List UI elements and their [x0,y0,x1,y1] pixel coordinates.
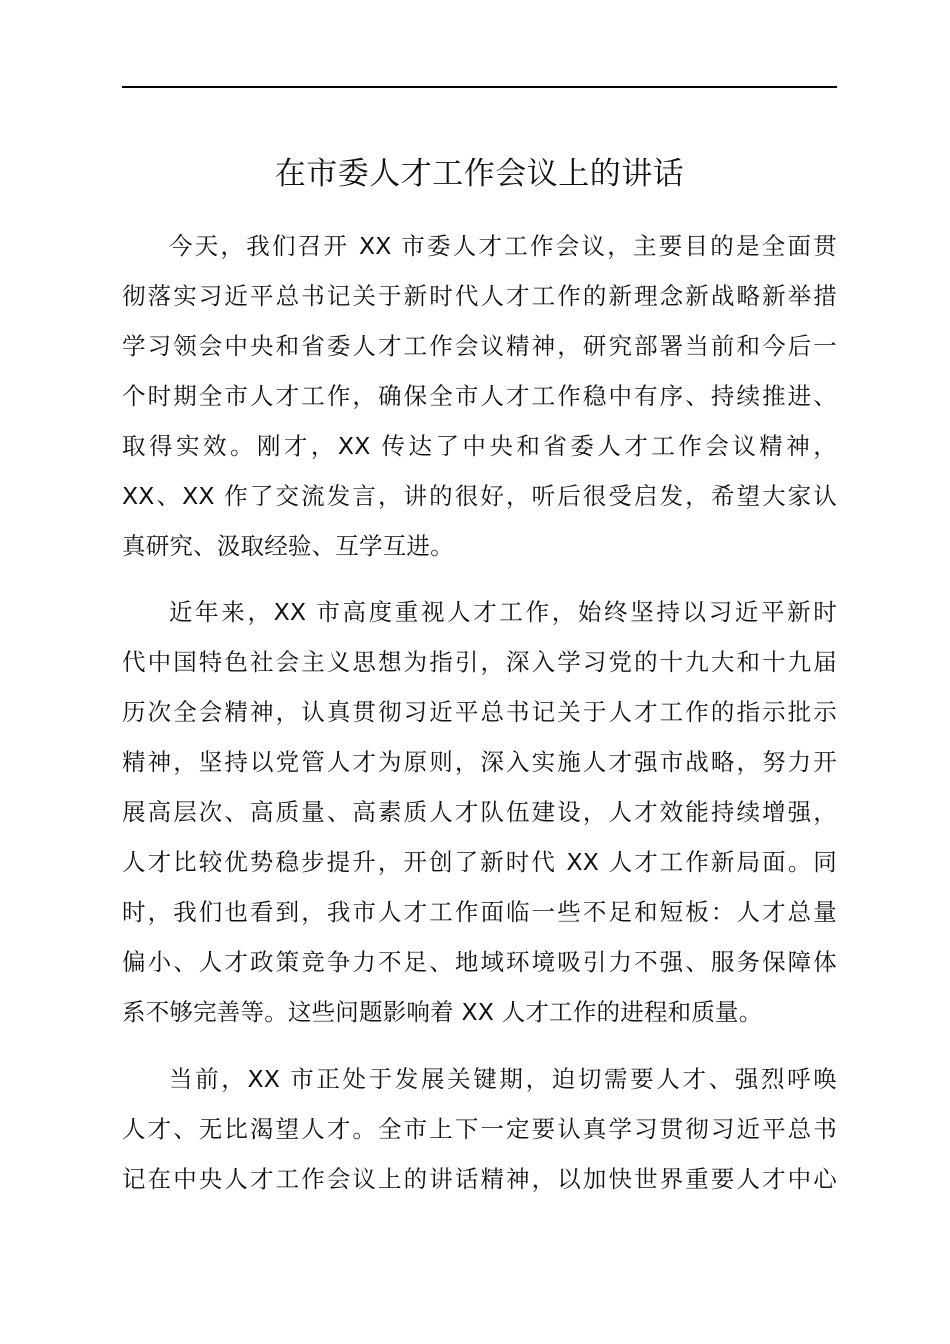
paragraph-line: 学习领会中央和省委人才工作会议精神，研究部署当前和今后一 [122,332,837,360]
paragraph-line: 人才比较优势稳步提升，开创了新时代 XX 人才工作新局面。同 [122,848,837,876]
paragraph-line: 偏小、人才政策竞争力不足、地域环境吸引力不强、服务保障体 [122,948,837,976]
paragraph-line: 人才、无比渴望人才。全市上下一定要认真学习贯彻习近平总书 [122,1115,837,1143]
paragraph-line: 记在中央人才工作会议上的讲话精神，以加快世界重要人才中心 [122,1165,837,1193]
paragraph-line: 代中国特色社会主义思想为指引，深入学习党的十九大和十九届 [122,648,837,676]
paragraph-line: 个时期全市人才工作，确保全市人才工作稳中有序、持续推进、 [122,382,837,410]
paragraph-line: 时，我们也看到，我市人才工作面临一些不足和短板：人才总量 [122,898,837,926]
paragraph-line: 真研究、汲取经验、互学互进。 [122,532,454,560]
paragraph-line: XX、XX 作了交流发言，讲的很好，听后很受启发，希望大家认 [122,482,837,510]
document-title: 在市委人才工作会议上的讲话 [274,156,685,192]
paragraph-line: 彻落实习近平总书记关于新时代人才工作的新理念新战略新举措 [122,282,837,310]
header-rule [122,86,837,88]
paragraph-line: 精神，坚持以党管人才为原则，深入实施人才强市战略，努力开 [122,748,837,776]
paragraph-line: 系不够完善等。这些问题影响着 XX 人才工作的进程和质量。 [122,998,763,1026]
paragraph-line: 历次全会精神，认真贯彻习近平总书记关于人才工作的指示批示 [122,698,837,726]
paragraph-line: 展高层次、高质量、高素质人才队伍建设，人才效能持续增强， [122,798,837,826]
paragraph-1 [122,221,837,571]
paragraph-line: 取得实效。刚才，XX 传达了中央和省委人才工作会议精神， [122,432,837,460]
paragraph-2 [122,587,837,1037]
paragraph-line: 当前，XX 市正处于发展关键期，迫切需要人才、强烈呼唤 [169,1065,837,1093]
paragraph-line: 今天，我们召开 XX 市委人才工作会议，主要目的是全面贯 [169,232,837,260]
paragraph-line: 近年来，XX 市高度重视人才工作，始终坚持以习近平新时 [169,598,837,626]
paragraph-3 [122,1054,837,1204]
